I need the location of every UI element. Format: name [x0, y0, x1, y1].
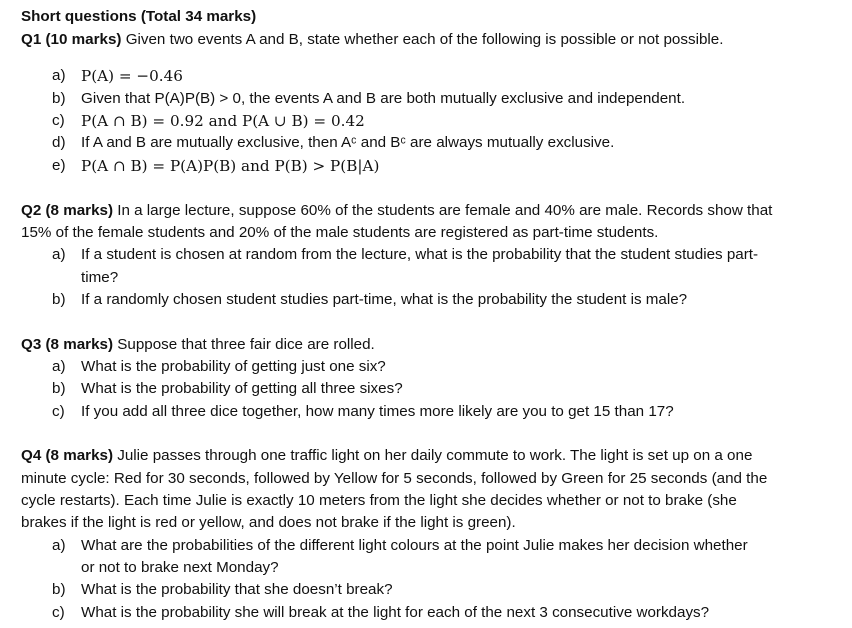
- q1-item-a-text: P(A) = −0.46: [81, 67, 183, 85]
- q2-heading: Q2 (8 marks) In a large lecture, suppose 60% of the students are female and 40% are male. Records show that: [21, 202, 773, 219]
- q1-item-e-text: P(A ∩ B) = P(A)P(B) and P(B) > P(B|A): [81, 157, 380, 175]
- q1-heading: [21, 30, 723, 50]
- q1-intro: Given two events A and B, state whether each of the following is possible or not possible.: [125, 31, 724, 48]
- q2-label: Q2 (8 marks): [21, 202, 114, 219]
- q1-item-b-text: Given that P(A)P(B) > 0, the events A and B are both mutually exclusive and independent.: [81, 90, 686, 107]
- q1-label: Q1 (10 marks): [21, 31, 122, 48]
- q3-heading: Q3 (8 marks) Suppose that three fair dice are rolled.: [21, 336, 375, 353]
- q4-intro-line2: minute cycle: Red for 30 seconds, followed by Yellow for 5 seconds, followed by Green for 25 seconds (and the: [21, 470, 768, 487]
- q4-heading: Q4 (8 marks) Julie passes through one traffic light on her daily commute to work. The light is set up on a one: [21, 447, 753, 464]
- q4-intro-line3: cycle restarts). Each time Julie is exactly 10 meters from the light she decides whether or not to brake (she: [21, 492, 737, 509]
- q1-item-d-text: If A and B are mutually exclusive, then Aᶜ and Bᶜ are always mutually exclusive.: [81, 134, 615, 151]
- q3-label: Q3 (8 marks): [21, 336, 114, 353]
- q1-item-c-text: P(A ∩ B) = 0.92 and P(A ∪ B) = 0.42: [81, 112, 365, 130]
- q2-intro-line2: 15% of the female students and 20% of the male students are registered as part-time students.: [21, 224, 659, 241]
- q4-label: Q4 (8 marks): [21, 447, 114, 464]
- q4-intro-line4: brakes if the light is red or yellow, and does not brake if the light is green).: [21, 514, 516, 531]
- page-title: Short questions (Total 34 marks): [21, 8, 257, 25]
